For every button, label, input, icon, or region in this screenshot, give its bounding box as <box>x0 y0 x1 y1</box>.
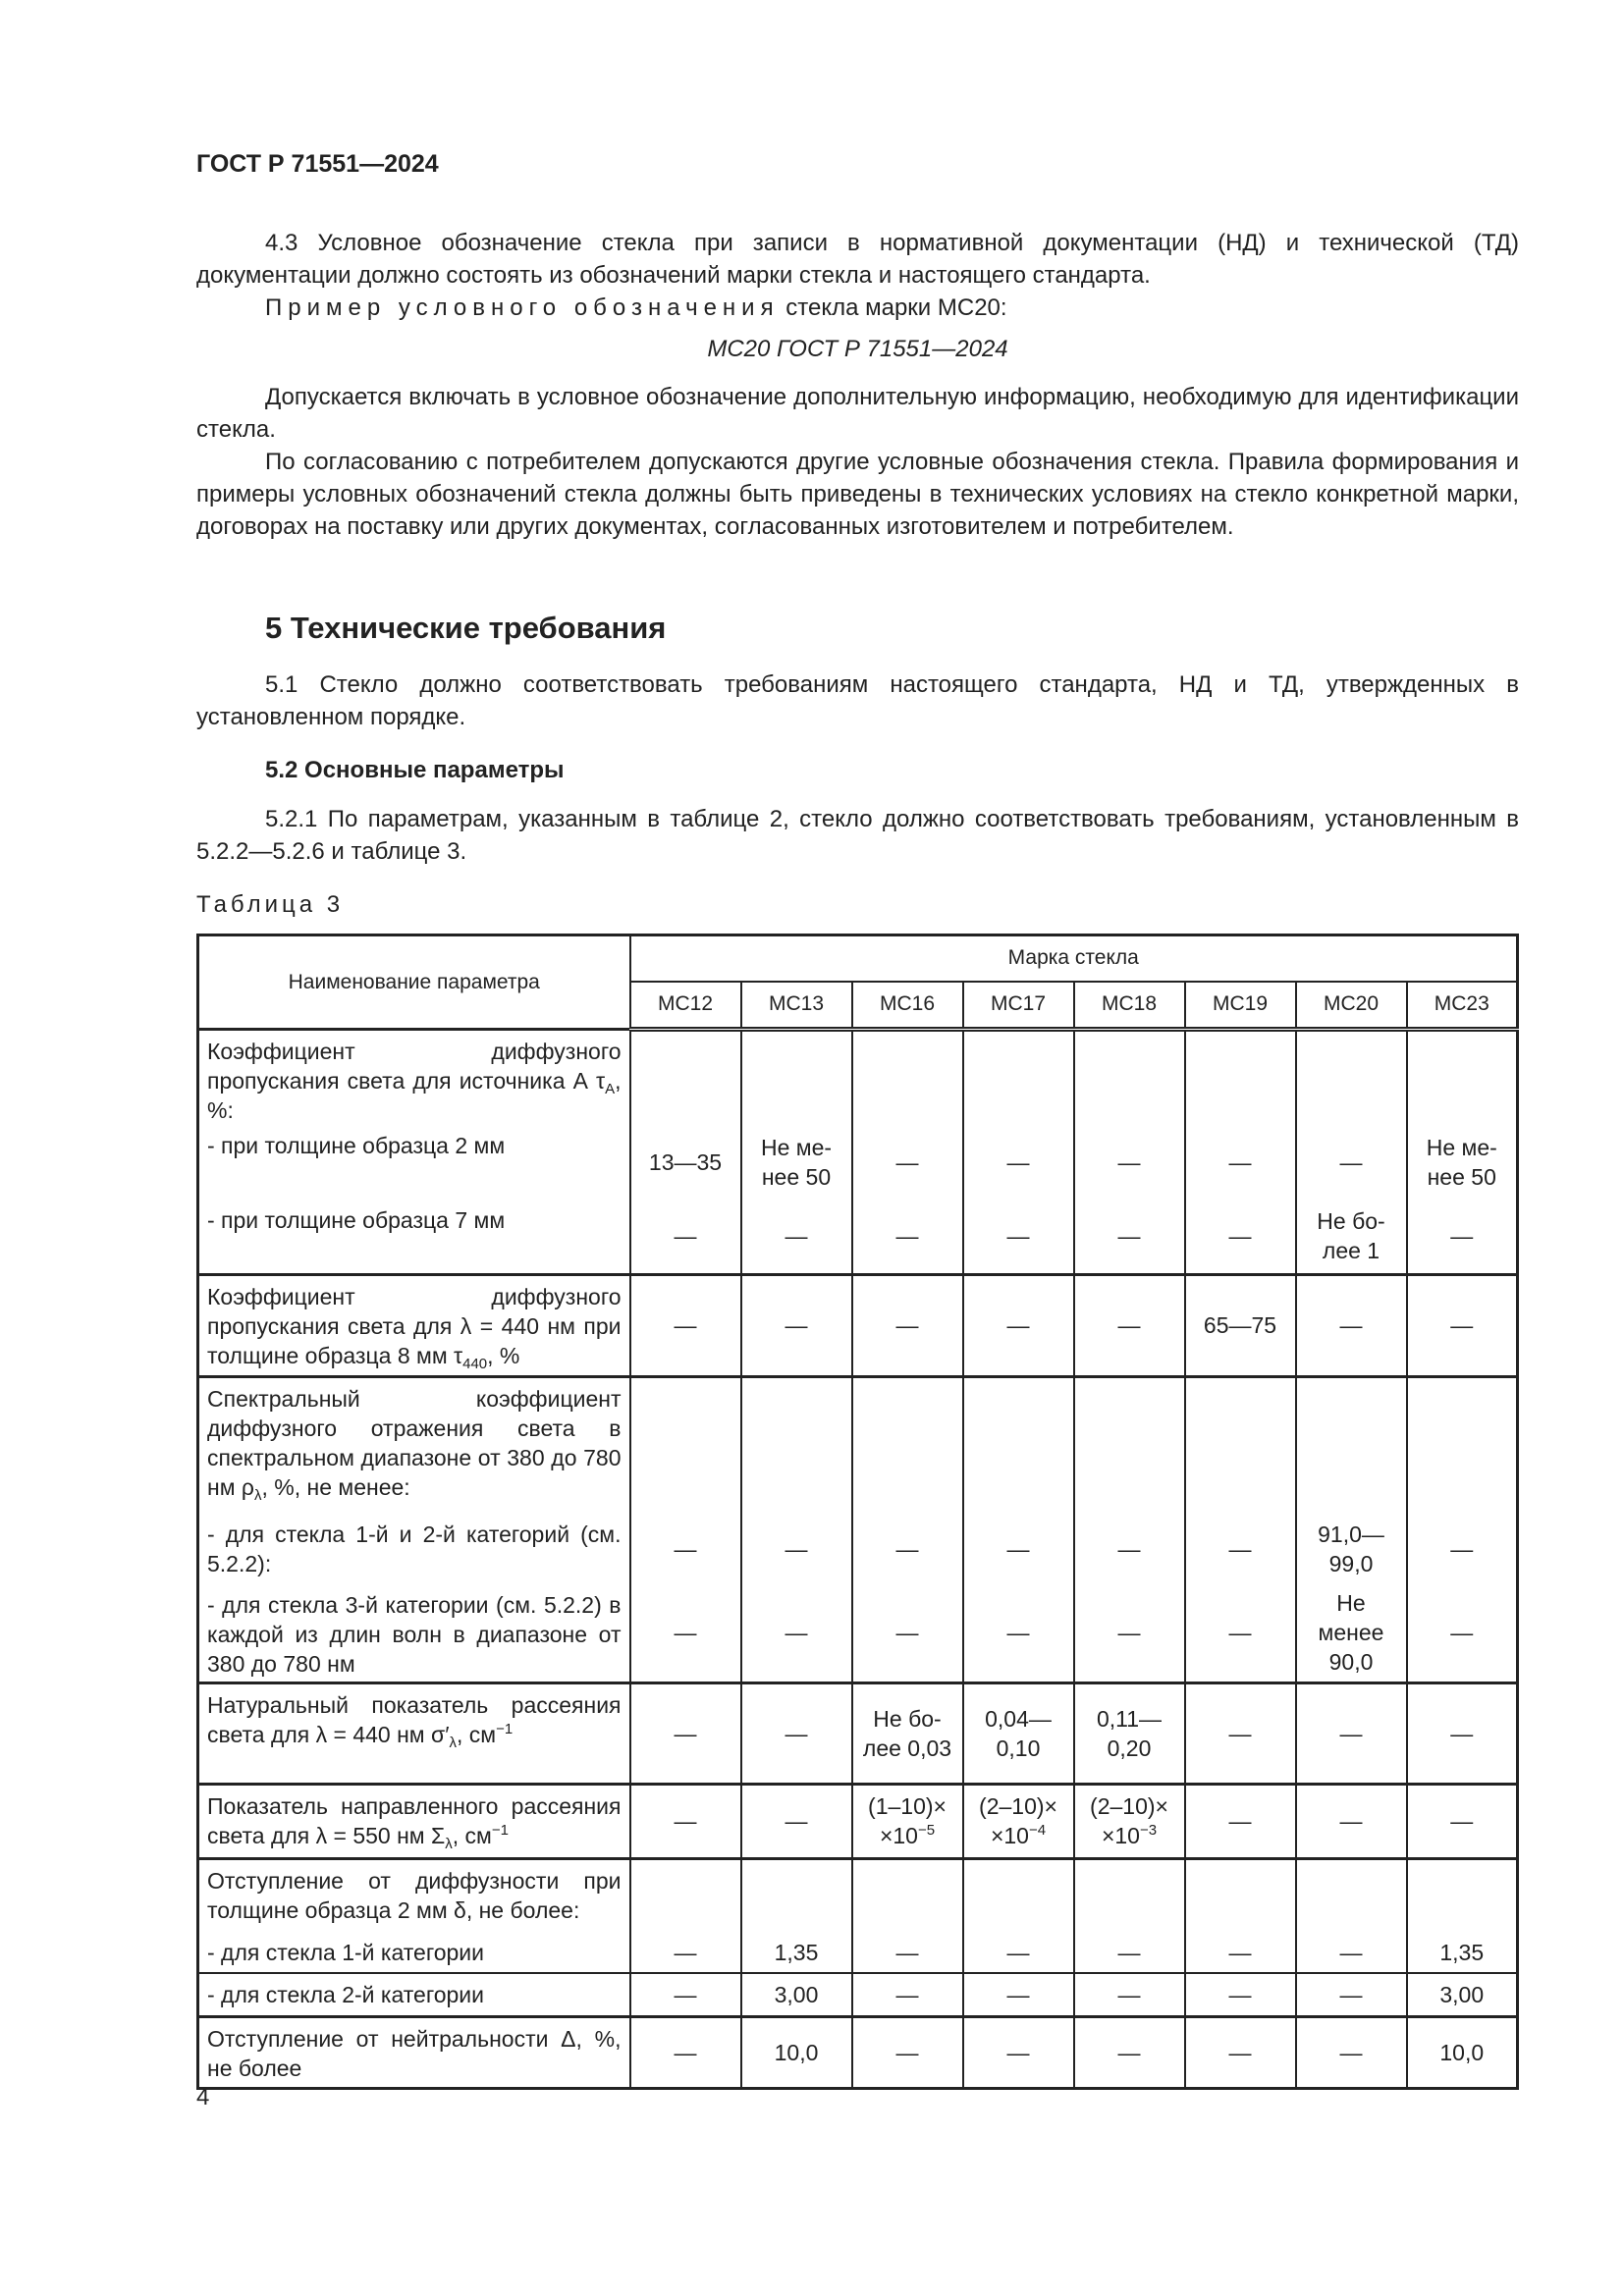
value-cell-мс16 <box>852 1125 963 1200</box>
example-label-rest: стекла марки МС20: <box>779 294 1007 321</box>
value-cell-мс12 <box>630 1514 741 1584</box>
text-part: — <box>1339 2039 1363 2065</box>
value-cell-мс23 <box>1407 1514 1518 1584</box>
text-part: — <box>1006 1939 1030 1965</box>
text-part: Коэффициент диффузного пропускания света для источника А τ <box>207 1039 622 1094</box>
table-row <box>198 1784 1518 1858</box>
value-cell-мс19 <box>1185 1030 1296 1126</box>
value-cell-мс18 <box>1074 1200 1185 1274</box>
grade-column-header: МС13 <box>741 982 852 1030</box>
paragraph-4-3 <box>196 227 1519 292</box>
text-part: — <box>1228 1620 1252 1646</box>
param-name-cell <box>198 1932 630 1973</box>
table-row <box>198 1125 1518 1200</box>
text-part: — <box>895 1223 919 1250</box>
text-part: — <box>1117 2039 1141 2065</box>
value-cell-мс19 <box>1185 1274 1296 1376</box>
value-cell-мс19 <box>1185 1682 1296 1784</box>
grade-column-header: МС20 <box>1296 982 1407 1030</box>
text-part: — <box>895 2039 919 2065</box>
text-part: 0,11— 0,20 <box>1096 1705 1163 1761</box>
text-part: — <box>1339 1981 1363 2007</box>
subscript: A <box>605 1081 616 1097</box>
value-cell-мс23 <box>1407 1784 1518 1858</box>
paragraph-5-1 <box>196 668 1519 733</box>
value-cell-мс18 <box>1074 1514 1185 1584</box>
table-caption: Таблица 3 <box>196 891 345 918</box>
text-part: — <box>1450 1223 1474 1250</box>
value-cell-мс17 <box>963 1274 1074 1376</box>
value-cell-мс19 <box>1185 1584 1296 1682</box>
subscript: 440 <box>462 1355 488 1372</box>
value-cell-мс20 <box>1296 1200 1407 1274</box>
value-cell-мс20 <box>1296 1125 1407 1200</box>
text-part: 3,00 <box>1439 1981 1485 2007</box>
value-cell-мс16 <box>852 1858 963 1932</box>
text-part: - при толщине образца 7 мм <box>207 1207 506 1233</box>
text-part: , %, не менее: <box>261 1473 410 1500</box>
text-part: — <box>1450 1808 1474 1834</box>
value-cell-мс13 <box>741 1858 852 1932</box>
value-cell-мс16 <box>852 1973 963 2016</box>
text-part: 1,35 <box>774 1939 819 1965</box>
value-cell-мс19 <box>1185 1200 1296 1274</box>
value-cell-мс17 <box>963 2016 1074 2088</box>
param-name-cell <box>198 2016 630 2088</box>
value-cell-мс20 <box>1296 1274 1407 1376</box>
value-cell-мс23 <box>1407 1973 1518 2016</box>
grade-column-header: МС16 <box>852 982 963 1030</box>
text-part: — <box>1006 1536 1030 1562</box>
text-part: — <box>785 1536 808 1562</box>
table-row <box>198 1514 1518 1584</box>
text-part: — <box>1339 1808 1363 1834</box>
text-part: — <box>1339 1312 1363 1338</box>
value-cell-мс20 <box>1296 1514 1407 1584</box>
text-part: - для стекла 1-й категории <box>207 1940 484 1965</box>
paragraph-dopuskaetsya <box>196 381 1519 446</box>
text-part: — <box>1006 1620 1030 1646</box>
value-cell-мс23 <box>1407 1376 1518 1514</box>
value-cell-мс18 <box>1074 2016 1185 2088</box>
value-cell-мс19 <box>1185 2016 1296 2088</box>
text-part: — <box>1450 1720 1474 1746</box>
text-part: — <box>1117 1939 1141 1965</box>
text-part: — <box>1117 1620 1141 1646</box>
text-part: Не ме- нее 50 <box>760 1135 833 1190</box>
value-cell-мс13 <box>741 1973 852 2016</box>
value-cell-мс20 <box>1296 1376 1407 1514</box>
value-cell-мс23 <box>1407 1200 1518 1274</box>
value-cell-мс18 <box>1074 1858 1185 1932</box>
text-part: 65—75 <box>1203 1312 1277 1338</box>
text-part: — <box>1117 1981 1141 2007</box>
text-part: Не бо- лее 1 <box>1317 1208 1385 1264</box>
text-part: — <box>785 1312 808 1338</box>
text-part: Показатель направленного рассеяния света для λ = 550 нм Σ <box>207 1792 622 1848</box>
section-5-heading: 5 Технические требования <box>265 611 667 645</box>
value-cell-мс16 <box>852 1274 963 1376</box>
value-cell-мс17 <box>963 1932 1074 1973</box>
superscript: −1 <box>496 1720 514 1737</box>
value-cell-мс16 <box>852 2016 963 2088</box>
table-row <box>198 1973 1518 2016</box>
value-cell-мс16 <box>852 1030 963 1126</box>
value-cell-мс17 <box>963 1682 1074 1784</box>
value-cell-мс13 <box>741 1376 852 1514</box>
value-cell-мс19 <box>1185 1376 1296 1514</box>
value-cell-мс16 <box>852 1932 963 1973</box>
value-cell-мс12 <box>630 1584 741 1682</box>
param-name-cell <box>198 1784 630 1858</box>
text-part: — <box>674 2039 697 2065</box>
value-cell-мс13 <box>741 1932 852 1973</box>
text-part: — <box>785 1223 808 1250</box>
text-part: — <box>1450 1312 1474 1338</box>
value-cell-мс13 <box>741 1514 852 1584</box>
text-part: - для стекла 2-й категории <box>207 1982 484 2007</box>
value-cell-мс19 <box>1185 1973 1296 2016</box>
text-part: 1,35 <box>1439 1939 1485 1965</box>
text-part: Спектральный коэффициент диффузного отражения света в спектральном диапазоне от 380 до 780 нм ρ <box>207 1385 622 1500</box>
text-part: — <box>1228 1939 1252 1965</box>
param-name-cell <box>198 1125 630 1200</box>
value-cell-мс20 <box>1296 1858 1407 1932</box>
text-part: — <box>1006 1981 1030 2007</box>
text-part: — <box>1006 2039 1030 2065</box>
value-cell-мс20 <box>1296 1682 1407 1784</box>
text-part: — <box>1117 1312 1141 1338</box>
text-part: (1–10)× ×10 <box>868 1793 947 1848</box>
param-name-cell <box>198 1973 630 2016</box>
param-column-header: Наименование параметра <box>198 935 630 1030</box>
example-label <box>196 292 1519 324</box>
grade-group-header: Марка стекла <box>630 935 1518 982</box>
grade-column-header: МС19 <box>1185 982 1296 1030</box>
table-row <box>198 1274 1518 1376</box>
value-cell-мс18 <box>1074 1682 1185 1784</box>
value-cell-мс16 <box>852 1200 963 1274</box>
value-cell-мс17 <box>963 1584 1074 1682</box>
text-part: — <box>1339 1149 1363 1175</box>
value-cell-мс12 <box>630 1932 741 1973</box>
value-cell-мс16 <box>852 1514 963 1584</box>
value-cell-мс16 <box>852 1584 963 1682</box>
param-name-cell <box>198 1030 630 1126</box>
table-row <box>198 1584 1518 1682</box>
table-header-row <box>198 935 1518 982</box>
text-part: 0,04— 0,10 <box>985 1705 1052 1761</box>
text-part: - для стекла 3-й категории (см. 5.2.2) в каждой из длин волн в диапазоне от 380 до 780 нм <box>207 1592 622 1677</box>
value-cell-мс18 <box>1074 1030 1185 1126</box>
table-body <box>198 1030 1518 2089</box>
value-cell-мс12 <box>630 1858 741 1932</box>
paragraph-4-3-text: 4.3 Условное обозначение стекла при записи в нормативной документации (НД) и технической (ТД) документации должно состоять из обозначений марки стекла и настоящего стандарта. <box>196 230 1519 289</box>
value-cell-мс17 <box>963 1784 1074 1858</box>
value-cell-мс23 <box>1407 2016 1518 2088</box>
text-part: , % <box>487 1342 520 1368</box>
value-cell-мс12 <box>630 1030 741 1126</box>
table-row <box>198 1376 1518 1514</box>
paragraph-soglasovanie <box>196 446 1519 543</box>
table-row <box>198 1030 1518 1126</box>
text-part: — <box>895 1620 919 1646</box>
paragraph-5-2-1 <box>196 803 1519 868</box>
text-part: 91,0— 99,0 <box>1318 1522 1384 1576</box>
example-label-spaced: Пример условного обозначения <box>265 294 780 321</box>
text-part: — <box>1450 1620 1474 1646</box>
text-part: — <box>1006 1312 1030 1338</box>
value-cell-мс23 <box>1407 1682 1518 1784</box>
value-cell-мс16 <box>852 1376 963 1514</box>
value-cell-мс19 <box>1185 1858 1296 1932</box>
value-cell-мс12 <box>630 1376 741 1514</box>
value-cell-мс16 <box>852 1682 963 1784</box>
document-header: ГОСТ Р 71551—2024 <box>196 150 439 178</box>
text-part: 13—35 <box>648 1149 723 1175</box>
value-cell-мс13 <box>741 1030 852 1126</box>
text-part: — <box>895 1939 919 1965</box>
text-part: — <box>674 1981 697 2007</box>
value-cell-мс12 <box>630 1125 741 1200</box>
text-part: 10,0 <box>1439 2039 1485 2065</box>
value-cell-мс18 <box>1074 1584 1185 1682</box>
text-part: , %: <box>207 1068 622 1123</box>
page-number: 4 <box>196 2084 210 2110</box>
parameters-table <box>196 934 1519 2090</box>
text-part: Коэффициент диффузного пропускания света для λ = 440 нм при толщине образца 8 мм τ <box>207 1283 622 1368</box>
text-part: Не ме- нее 50 <box>1426 1135 1497 1190</box>
table-row <box>198 1932 1518 1973</box>
text-part: Натуральный показатель рассеяния света для λ = 440 нм σ′ <box>207 1691 622 1747</box>
value-cell-мс20 <box>1296 1973 1407 2016</box>
value-cell-мс23 <box>1407 1584 1518 1682</box>
paragraph-soglasovanie-text: По согласованию с потребителем допускаются другие условные обозначения стекла. Правила формирования и примеры условных обозначений стекла должны быть приведены в технических условиях на стекло конкретной марки, договорах на поставку или других документах, согласованных изготовителем и потребителем. <box>196 449 1519 540</box>
value-cell-мс17 <box>963 1973 1074 2016</box>
param-name-cell <box>198 1858 630 1932</box>
table-row <box>198 1200 1518 1274</box>
grade-column-header: МС23 <box>1407 982 1518 1030</box>
param-name-cell <box>198 1200 630 1274</box>
text-part: Отступление от диффузности при толщине образца 2 мм δ, не более: <box>207 1867 622 1923</box>
value-cell-мс17 <box>963 1514 1074 1584</box>
param-name-cell <box>198 1584 630 1682</box>
grade-column-header: МС17 <box>963 982 1074 1030</box>
param-name-cell <box>198 1376 630 1514</box>
text-part: — <box>895 1536 919 1562</box>
text-part: (2–10)× ×10 <box>1090 1793 1168 1848</box>
text-part: — <box>1339 1720 1363 1746</box>
param-name-cell <box>198 1274 630 1376</box>
value-cell-мс19 <box>1185 1932 1296 1973</box>
text-part: , см <box>452 1822 492 1848</box>
value-cell-мс23 <box>1407 1030 1518 1126</box>
value-cell-мс13 <box>741 1584 852 1682</box>
superscript: −5 <box>917 1822 936 1839</box>
value-cell-мс12 <box>630 2016 741 2088</box>
text-part: — <box>1006 1223 1030 1250</box>
value-cell-мс23 <box>1407 1858 1518 1932</box>
text-part: — <box>1228 1536 1252 1562</box>
text-part: — <box>1228 1808 1252 1834</box>
text-part: — <box>1228 2039 1252 2065</box>
value-cell-мс20 <box>1296 1030 1407 1126</box>
value-cell-мс12 <box>630 1200 741 1274</box>
text-part: (2–10)× ×10 <box>979 1793 1057 1848</box>
text-part: Не менее 90,0 <box>1318 1590 1384 1676</box>
text-part: — <box>785 1620 808 1646</box>
section-5-2-heading: 5.2 Основные параметры <box>265 757 565 783</box>
subscript: λ <box>449 1734 458 1751</box>
text-part: Не бо- лее 0,03 <box>862 1705 952 1761</box>
table-row <box>198 1682 1518 1784</box>
value-cell-мс23 <box>1407 1932 1518 1973</box>
text-part: Отступление от нейтральности Δ, %, не более <box>207 2025 622 2081</box>
table-row <box>198 2016 1518 2088</box>
text-part: — <box>1228 1223 1252 1250</box>
value-cell-мс18 <box>1074 1274 1185 1376</box>
text-part: — <box>1339 1939 1363 1965</box>
value-cell-мс17 <box>963 1125 1074 1200</box>
text-part: 10,0 <box>774 2039 819 2065</box>
value-cell-мс18 <box>1074 1932 1185 1973</box>
value-cell-мс23 <box>1407 1125 1518 1200</box>
grade-column-header: МС18 <box>1074 982 1185 1030</box>
value-cell-мс19 <box>1185 1784 1296 1858</box>
value-cell-мс17 <box>963 1200 1074 1274</box>
paragraph-5-1-text: 5.1 Стекло должно соответствовать требованиям настоящего стандарта, НД и ТД, утвержденных в установленном порядке. <box>196 671 1519 730</box>
value-cell-мс20 <box>1296 1584 1407 1682</box>
text-part: — <box>674 1939 697 1965</box>
text-part: — <box>1228 1720 1252 1746</box>
text-part: — <box>1117 1149 1141 1175</box>
subscript: λ <box>445 1835 453 1852</box>
text-part: — <box>674 1223 697 1250</box>
text-part: — <box>674 1312 697 1338</box>
value-cell-мс17 <box>963 1030 1074 1126</box>
example-designation: МС20 ГОСТ Р 71551—2024 <box>707 336 1008 362</box>
value-cell-мс18 <box>1074 1973 1185 2016</box>
value-cell-мс12 <box>630 1274 741 1376</box>
text-part: — <box>1117 1536 1141 1562</box>
text-part: — <box>1006 1149 1030 1175</box>
text-part: 3,00 <box>774 1981 819 2007</box>
value-cell-мс23 <box>1407 1274 1518 1376</box>
paragraph-dopuskaetsya-text: Допускается включать в условное обозначение дополнительную информацию, необходимую для идентификации стекла. <box>196 384 1519 443</box>
value-cell-мс12 <box>630 1973 741 2016</box>
value-cell-мс18 <box>1074 1376 1185 1514</box>
value-cell-мс12 <box>630 1682 741 1784</box>
text-part: — <box>1228 1981 1252 2007</box>
text-part: — <box>674 1720 697 1746</box>
text-part: - при толщине образца 2 мм <box>207 1133 506 1158</box>
text-part: — <box>674 1808 697 1834</box>
text-part: - для стекла 1-й и 2-й категорий (см. 5.2.2): <box>207 1522 622 1576</box>
value-cell-мс13 <box>741 1784 852 1858</box>
value-cell-мс18 <box>1074 1125 1185 1200</box>
superscript: −4 <box>1028 1822 1047 1839</box>
superscript: −1 <box>491 1821 509 1839</box>
param-name-cell <box>198 1514 630 1584</box>
text-part: — <box>895 1149 919 1175</box>
value-cell-мс13 <box>741 1682 852 1784</box>
text-part: — <box>895 1981 919 2007</box>
text-part: — <box>895 1312 919 1338</box>
table-row <box>198 1858 1518 1932</box>
value-cell-мс17 <box>963 1858 1074 1932</box>
value-cell-мс17 <box>963 1376 1074 1514</box>
value-cell-мс13 <box>741 1274 852 1376</box>
value-cell-мс20 <box>1296 1784 1407 1858</box>
paragraph-5-2-1-text: 5.2.1 По параметрам, указанным в таблице 2, стекло должно соответствовать требованиям, установленным в 5.2.2—5.2.6 и таблице 3. <box>196 806 1519 865</box>
value-cell-мс13 <box>741 1200 852 1274</box>
superscript: −3 <box>1139 1822 1158 1839</box>
text-part: — <box>1117 1223 1141 1250</box>
grade-column-header: МС12 <box>630 982 741 1030</box>
param-name-cell <box>198 1682 630 1784</box>
subscript: λ <box>254 1486 262 1504</box>
value-cell-мс19 <box>1185 1125 1296 1200</box>
text-part: — <box>785 1808 808 1834</box>
value-cell-мс13 <box>741 1125 852 1200</box>
text-part: — <box>785 1720 808 1746</box>
value-cell-мс19 <box>1185 1514 1296 1584</box>
text-part: — <box>1228 1149 1252 1175</box>
text-part: — <box>674 1620 697 1646</box>
text-part: — <box>674 1536 697 1562</box>
value-cell-мс16 <box>852 1784 963 1858</box>
text-part: — <box>1450 1536 1474 1562</box>
text-part: , см <box>457 1721 497 1747</box>
value-cell-мс20 <box>1296 1932 1407 1973</box>
value-cell-мс20 <box>1296 2016 1407 2088</box>
value-cell-мс18 <box>1074 1784 1185 1858</box>
value-cell-мс12 <box>630 1784 741 1858</box>
value-cell-мс13 <box>741 2016 852 2088</box>
